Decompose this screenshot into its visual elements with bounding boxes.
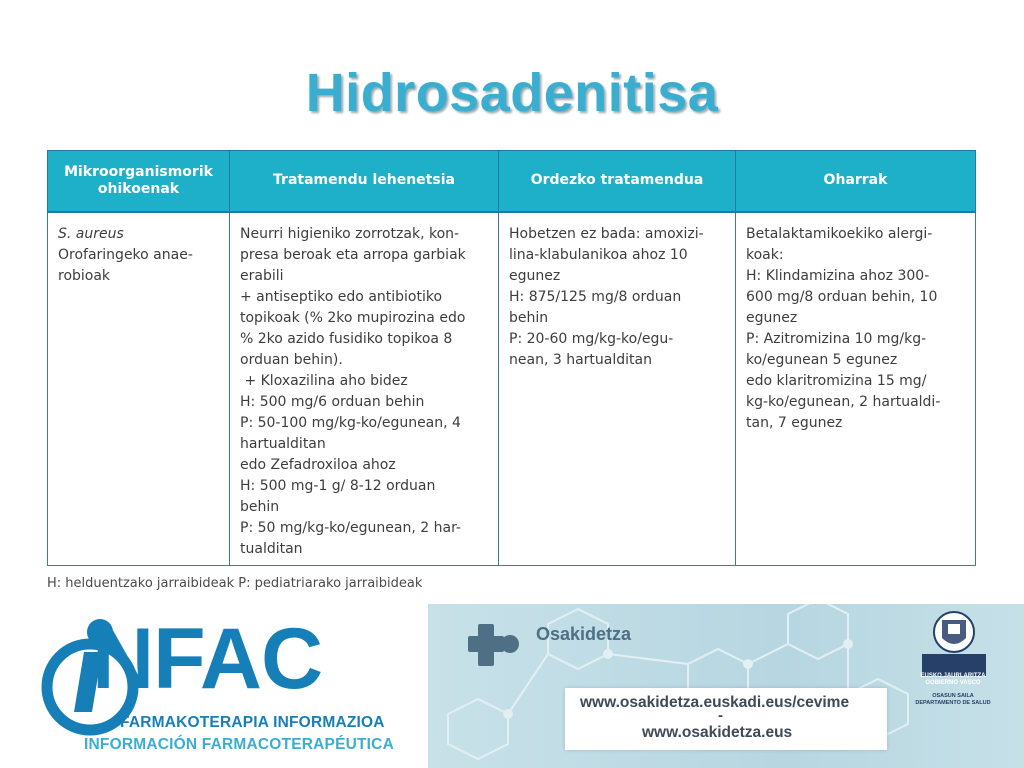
cell-line: lina-klabulanikoa ahoz 10 (509, 247, 688, 263)
cell-line: H: 500 mg/6 orduan behin (240, 394, 425, 410)
gobierno-vasco-shield-icon (918, 610, 990, 700)
cell-line: behin (240, 499, 280, 515)
cell-line: topikoak (% 2ko mupirozina edo (240, 310, 466, 326)
cell-line: + Kloxazilina aho bidez (240, 373, 408, 389)
header-microorganisms: Mikroorganismorik ohikoenak (48, 151, 230, 213)
cell-line: egunez (746, 310, 798, 326)
cell-line: tualditan (240, 541, 303, 557)
cell-line: P: 20-60 mg/kg-ko/egu- (509, 331, 674, 347)
gov-label-spanish: GOBIERNO VASCO (925, 680, 981, 686)
cell-line: egunez (509, 268, 561, 284)
url-separator: - (718, 707, 723, 724)
osakidetza-name: Osakidetza (536, 624, 632, 644)
cell-line: P: 50-100 mg/kg-ko/egunean, 4 (240, 415, 461, 431)
cell-line: H: Klindamizina ahoz 300- (746, 268, 930, 284)
cell-line: nean, 3 hartualditan (509, 352, 652, 368)
header-notes: Oharrak (736, 151, 976, 213)
cell-line: Hobetzen ez bada: amoxizi- (509, 226, 704, 242)
cell-line: % 2ko azido fusidiko topikoa 8 (240, 331, 453, 347)
gov-dept-spanish: DEPARTAMENTO DE SALUD (915, 700, 991, 706)
cell-line: 600 mg/8 orduan behin, 10 (746, 289, 938, 305)
cell-notes (736, 212, 976, 566)
cell-line: Orofaringeko anae- (58, 247, 193, 263)
table-header-row (48, 151, 976, 213)
cell-line: + antiseptiko edo antibiotiko (240, 289, 443, 305)
header-preferred-treatment: Tratamendu lehenetsia (230, 151, 499, 213)
cell-line: kg-ko/egunean, 2 hartualdi- (746, 394, 941, 410)
treatment-table (47, 150, 976, 566)
cell-line: presa beroak eta arropa garbiak (240, 247, 466, 263)
cell-line: P: 50 mg/kg-ko/egunean, 2 har- (240, 520, 461, 536)
cell-line: erabili (240, 268, 284, 284)
cell-alternative-treatment (499, 212, 736, 566)
cell-line: H: 875/125 mg/8 orduan (509, 289, 682, 305)
cell-line: edo klaritromizina 15 mg/ (746, 373, 927, 389)
url-osakidetza[interactable]: www.osakidetza.eus (642, 724, 793, 741)
table-footnote: H: helduentzako jarraibideak P: pediatriarako jarraibideak (47, 576, 423, 591)
cell-line: orduan behin). (240, 352, 343, 368)
cell-line: edo Zefadroxiloa ahoz (240, 457, 396, 473)
cell-line: ko/egunean 5 egunez (746, 352, 898, 368)
infac-wordmark: NFAC (92, 611, 323, 707)
cell-preferred-treatment (230, 212, 499, 566)
gov-label-basque: EUSKO JAURLARITZA (920, 673, 986, 679)
cell-line: H: 500 mg-1 g/ 8-12 orduan (240, 478, 436, 494)
cell-line: tan, 7 egunez (746, 415, 843, 431)
cell-line: Betalaktamikoekiko alergi- (746, 226, 933, 242)
cell-line: koak: (746, 247, 784, 263)
cell-line: robioak (58, 268, 111, 284)
url-cevime[interactable]: www.osakidetza.euskadi.eus/cevime (580, 694, 850, 711)
cell-line: P: Azitromizina 10 mg/kg- (746, 331, 927, 347)
cell-line: behin (509, 310, 549, 326)
cell-line: hartualditan (240, 436, 326, 452)
infac-tagline-basque: FARMAKOTERAPIA INFORMAZIOA (120, 714, 385, 731)
header-alternative-treatment: Ordezko tratamendua (499, 151, 736, 213)
infac-tagline-spanish: INFORMACIÓN FARMACOTERAPÉUTICA (84, 736, 394, 753)
cell-line: S. aureus (58, 226, 124, 242)
gov-dept-basque: OSASUN SAILA (932, 693, 974, 699)
table-row (48, 212, 976, 566)
osakidetza-cross-icon (468, 622, 528, 670)
cell-microorganisms (48, 212, 230, 566)
cell-line: Neurri higieniko zorrotzak, kon- (240, 226, 460, 242)
slide-title: Hidrosadenitisa (305, 63, 719, 123)
